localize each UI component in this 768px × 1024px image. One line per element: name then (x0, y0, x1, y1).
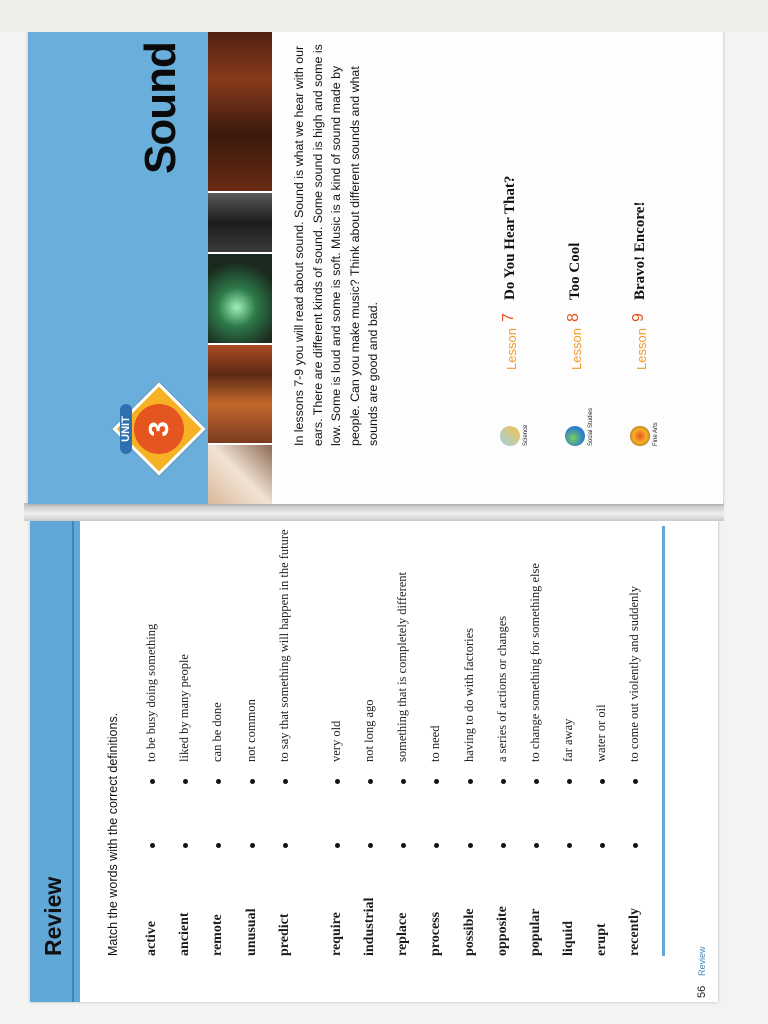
definition: to come out violently and suddenly (627, 585, 642, 762)
lesson-title[interactable]: Too Cool (567, 242, 583, 300)
definition: a series of actions or changes (494, 615, 509, 762)
vocab-word: process (428, 911, 444, 956)
vocab-word: recently (627, 908, 643, 956)
match-row (271, 476, 323, 956)
match-row (621, 476, 654, 956)
match-dot[interactable] (335, 843, 340, 848)
vocab-word: predict (276, 913, 292, 956)
match-dot[interactable] (633, 779, 638, 784)
footer-label: Review (697, 946, 707, 976)
match-dot[interactable] (434, 779, 439, 784)
match-dot[interactable] (567, 779, 572, 784)
matching-list (138, 476, 655, 956)
vocab-word: popular (527, 908, 543, 956)
match-row (489, 476, 522, 956)
vocab-word: active (144, 921, 159, 956)
match-row (138, 476, 171, 956)
match-row (555, 476, 588, 956)
lesson-list (498, 16, 693, 446)
definition: to be busy doing something (144, 623, 158, 762)
photo-child-ears (208, 443, 272, 504)
page-edge (0, 0, 768, 32)
match-dot[interactable] (401, 779, 406, 784)
match-dot[interactable] (368, 779, 373, 784)
vocab-word: ancient (177, 912, 193, 956)
lesson-title[interactable]: Do You Hear That? (502, 175, 518, 300)
match-dot[interactable] (368, 843, 373, 848)
unit-title: Sound (136, 42, 185, 174)
definition: to say that something will happen in the future (276, 529, 291, 762)
match-row (389, 476, 422, 956)
match-dot[interactable] (600, 779, 605, 784)
match-row (522, 476, 555, 956)
lesson-word: Lesson (504, 328, 519, 370)
palette-icon (630, 426, 650, 446)
definition: far away (561, 718, 576, 762)
lesson-number: 9 (630, 313, 647, 322)
review-instructions: Match the words with the correct definitions. (106, 712, 120, 956)
match-row (323, 476, 356, 956)
lesson-item[interactable] (498, 16, 563, 446)
definition: to need (428, 725, 443, 762)
definition: not common (243, 699, 258, 762)
photo-drummer (208, 191, 272, 252)
match-dot[interactable] (150, 779, 155, 784)
unit-number: 3 (143, 421, 174, 437)
review-page (30, 520, 718, 1002)
definition: something that is completely different (395, 571, 410, 762)
definition: having to do with factories (461, 628, 476, 762)
vocab-word: industrial (361, 897, 377, 956)
subject-label: Fine Arts (653, 422, 659, 446)
lesson-number: 8 (565, 313, 582, 322)
match-row (204, 476, 237, 956)
science-icon (500, 426, 520, 446)
subject-label: Social Studies (588, 407, 594, 446)
definition: liked by many people (177, 654, 192, 762)
match-dot[interactable] (534, 843, 539, 848)
lesson-item[interactable] (563, 16, 628, 446)
vocab-word: opposite (494, 906, 510, 956)
unit-opener-page (28, 4, 723, 504)
footer-divider (662, 526, 665, 956)
match-dot[interactable] (534, 779, 539, 784)
page-number: 56 (696, 985, 708, 998)
lesson-item[interactable] (628, 16, 693, 446)
match-dot[interactable] (250, 779, 255, 784)
unit-label: UNIT (120, 404, 132, 454)
match-dot[interactable] (335, 779, 340, 784)
definition: water or oil (594, 704, 609, 762)
subject-label: Science (523, 424, 529, 446)
match-dot[interactable] (501, 843, 506, 848)
vocab-word: remote (210, 914, 226, 956)
lesson-number: 7 (500, 313, 517, 322)
lesson-word: Lesson (569, 328, 584, 370)
definition: not long ago (361, 699, 376, 762)
photo-concert (208, 252, 272, 343)
photo-fire-truck (208, 343, 272, 443)
match-dot[interactable] (283, 779, 288, 784)
match-row (456, 476, 489, 956)
match-dot[interactable] (150, 843, 155, 848)
match-row (422, 476, 455, 956)
match-row (356, 476, 389, 956)
lesson-word: Lesson (634, 328, 649, 370)
match-dot[interactable] (250, 843, 255, 848)
match-dot[interactable] (216, 779, 221, 784)
photo-orchestra (208, 4, 272, 191)
lesson-title[interactable]: Bravo! Encore! (632, 201, 648, 300)
vocab-word: replace (395, 912, 411, 956)
match-row (238, 476, 271, 956)
vocab-word: erupt (594, 923, 610, 956)
book-spine (24, 503, 724, 521)
definition: very old (328, 720, 343, 762)
photo-strip (208, 4, 272, 504)
globe-icon (565, 426, 585, 446)
match-row (171, 476, 204, 956)
match-dot[interactable] (468, 779, 473, 784)
vocab-word: liquid (561, 920, 577, 956)
match-dot[interactable] (183, 779, 188, 784)
vocab-word: unusual (243, 908, 259, 956)
definition: to change something for something else (527, 563, 542, 762)
match-dot[interactable] (468, 843, 473, 848)
definition: can be done (210, 702, 225, 762)
vocab-word: require (328, 912, 344, 956)
vocab-word: possible (461, 908, 477, 956)
match-dot[interactable] (501, 779, 506, 784)
match-dot[interactable] (283, 843, 288, 848)
unit-intro-text: In lessons 7-9 you will read about sound. Sound is what we hear with our ears. There are different kinds of sound. Some sound is high and some is low. Some is loud and some is soft. Music is a kind of sound made by people. Can you make music? Think about different sounds and what sounds are good and bad. (292, 44, 380, 446)
match-row (588, 476, 621, 956)
review-title: Review (40, 876, 66, 956)
